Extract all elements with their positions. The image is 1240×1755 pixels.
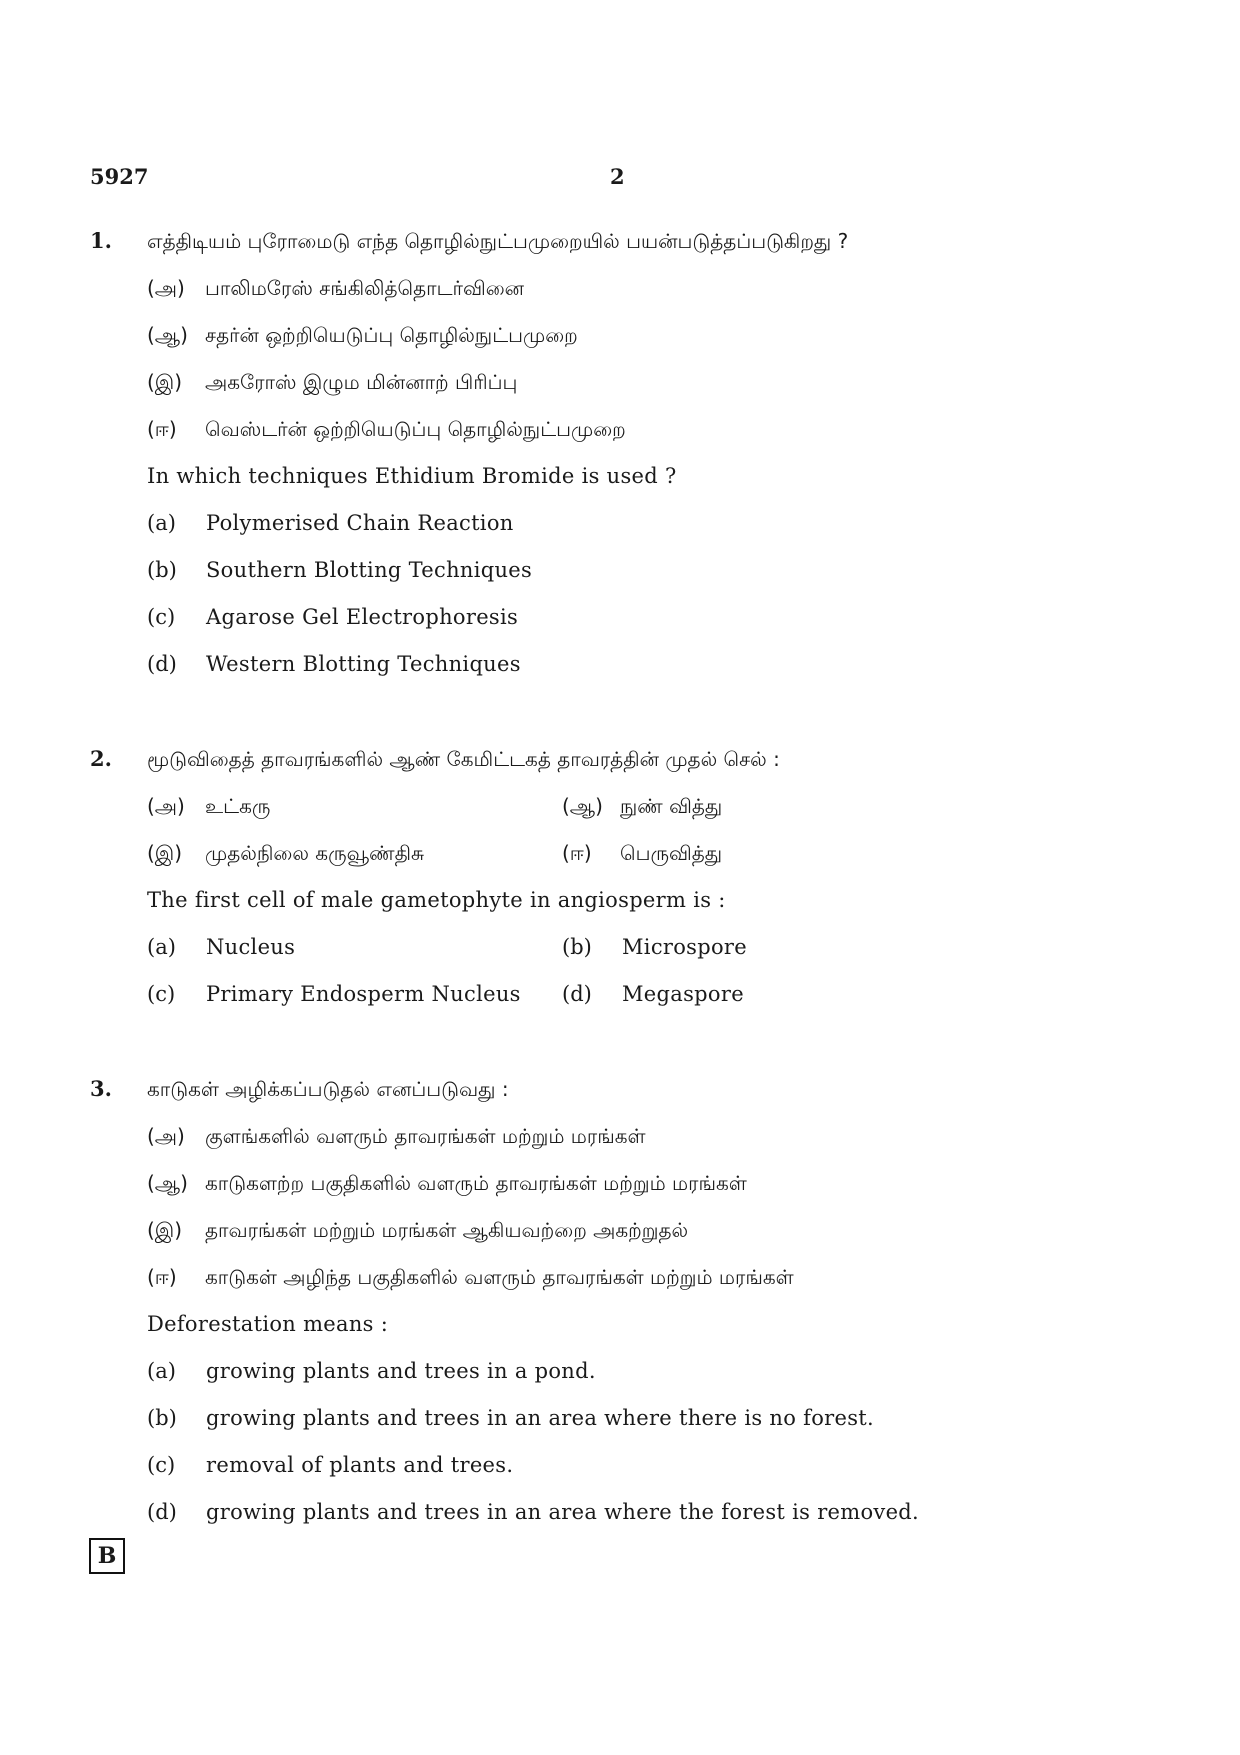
english-option-text: removal of plants and trees. [206, 1453, 514, 1477]
tamil-option-label: (ஆ) [147, 323, 188, 347]
english-option-label: (b) [147, 558, 177, 582]
tamil-option-text: நுண் வித்து [620, 794, 723, 818]
english-option-text: Nucleus [206, 935, 296, 959]
tamil-option-text: காடுகள் அழிந்த பகுதிகளில் வளரும் தாவரங்கள் மற்றும் மரங்கள் [205, 1265, 794, 1289]
page-code: 5927 [90, 164, 149, 189]
english-option-label: (a) [147, 511, 176, 535]
english-option-text: Microspore [622, 935, 747, 959]
tamil-option-label: (ஈ) [562, 841, 592, 865]
tamil-option-text: பெருவித்து [620, 841, 723, 865]
english-option-label: (b) [147, 1406, 177, 1430]
tamil-option-text: அகரோஸ் இழும மின்னாற் பிரிப்பு [205, 370, 518, 394]
english-option-text: Primary Endosperm Nucleus [206, 982, 521, 1006]
english-option-text: Western Blotting Techniques [206, 652, 521, 676]
tamil-question: காடுகள் அழிக்கப்படுதல் எனப்படுவது : [147, 1077, 509, 1101]
tamil-option-label: (ஆ) [562, 794, 603, 818]
english-option-text: Agarose Gel Electrophoresis [206, 605, 519, 629]
english-option-label: (d) [147, 652, 177, 676]
english-option-label: (b) [562, 935, 592, 959]
english-option-label: (c) [147, 1453, 176, 1477]
english-option-text: Megaspore [622, 982, 744, 1006]
english-option-label: (a) [147, 935, 176, 959]
tamil-option-text: வெஸ்டர்ன் ஒற்றியெடுப்பு தொழில்நுட்பமுறை [205, 417, 626, 441]
tamil-option-label: (அ) [147, 1124, 185, 1148]
tamil-option-label: (இ) [147, 841, 183, 865]
tamil-option-label: (இ) [147, 370, 183, 394]
english-option-text: Southern Blotting Techniques [206, 558, 533, 582]
english-option-text: growing plants and trees in an area where the forest is removed. [206, 1500, 920, 1524]
english-option-label: (d) [147, 1500, 177, 1524]
tamil-question: மூடுவிதைத் தாவரங்களில் ஆண் கேமிட்டகத் தாவரத்தின் முதல் செல் : [147, 747, 780, 771]
tamil-question: எத்திடியம் புரோமைடு எந்த தொழில்நுட்பமுறையில் பயன்படுத்தப்படுகிறது ? [147, 229, 849, 253]
english-question: Deforestation means : [147, 1312, 389, 1336]
page-number: 2 [610, 164, 625, 189]
tamil-option-text: உட்கரு [205, 794, 271, 818]
english-question: In which techniques Ethidium Bromide is used ? [147, 464, 677, 488]
english-option-label: (d) [562, 982, 592, 1006]
tamil-option-text: பாலிமரேஸ் சங்கிலித்தொடர்வினை [205, 276, 525, 300]
tamil-option-label: (அ) [147, 794, 185, 818]
tamil-option-text: முதல்நிலை கருவூண்திசு [205, 841, 425, 865]
tamil-option-text: சதர்ன் ஒற்றியெடுப்பு தொழில்நுட்பமுறை [205, 323, 578, 347]
tamil-option-label: (ஈ) [147, 417, 177, 441]
tamil-option-text: காடுகளற்ற பகுதிகளில் வளரும் தாவரங்கள் மற்றும் மரங்கள் [205, 1171, 747, 1195]
english-option-text: Polymerised Chain Reaction [206, 511, 514, 535]
english-option-label: (c) [147, 982, 176, 1006]
booklet-code-box: B [89, 1538, 125, 1574]
tamil-option-text: குளங்களில் வளரும் தாவரங்கள் மற்றும் மரங்கள் [205, 1124, 646, 1148]
english-option-label: (c) [147, 605, 176, 629]
tamil-option-label: (இ) [147, 1218, 183, 1242]
tamil-option-label: (அ) [147, 276, 185, 300]
question-number: 2. [90, 746, 112, 771]
tamil-option-label: (ஆ) [147, 1171, 188, 1195]
question-number: 1. [90, 228, 112, 253]
tamil-option-text: தாவரங்கள் மற்றும் மரங்கள் ஆகியவற்றை அகற்றுதல் [205, 1218, 689, 1242]
english-question: The first cell of male gametophyte in angiosperm is : [147, 888, 726, 912]
english-option-text: growing plants and trees in an area where there is no forest. [206, 1406, 875, 1430]
question-number: 3. [90, 1076, 112, 1101]
english-option-label: (a) [147, 1359, 176, 1383]
english-option-text: growing plants and trees in a pond. [206, 1359, 596, 1383]
tamil-option-label: (ஈ) [147, 1265, 177, 1289]
